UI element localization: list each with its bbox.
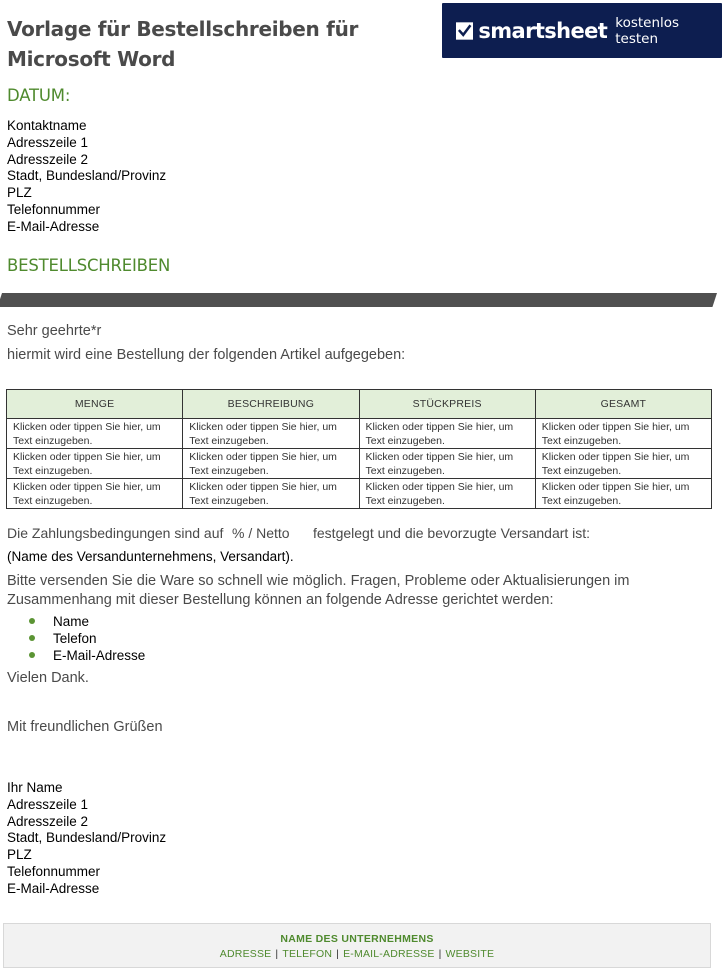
closing-text[interactable]: Mit freundlichen Grüßen xyxy=(7,719,163,735)
table-cell[interactable]: Klicken oder tippen Sie hier, um Text einzugeben. xyxy=(359,449,535,479)
sender-line[interactable]: Stadt, Bundesland/Provinz xyxy=(7,830,167,846)
recipient-line[interactable]: PLZ xyxy=(7,185,32,201)
recipient-line[interactable]: Telefonnummer xyxy=(7,201,101,217)
date-label: DATUM: xyxy=(7,86,71,105)
table-cell[interactable]: Klicken oder tippen Sie hier, um Text einzugeben. xyxy=(7,449,183,479)
table-row xyxy=(7,449,712,479)
footer-separator: | xyxy=(336,948,340,960)
section-title: BESTELLSCHREIBEN xyxy=(7,256,171,275)
recipient-line[interactable]: Adresszeile 1 xyxy=(7,134,89,150)
footer-separator: | xyxy=(438,948,442,960)
sender-line[interactable]: Adresszeile 1 xyxy=(7,796,89,812)
smartsheet-logo-icon xyxy=(456,22,473,40)
list-item[interactable] xyxy=(53,613,145,630)
table-cell[interactable]: Klicken oder tippen Sie hier, um Text einzugeben. xyxy=(183,449,359,479)
footer-email[interactable]: E-MAIL-ADRESSE xyxy=(343,948,435,960)
column-header-description: BESCHREIBUNG xyxy=(183,390,359,419)
list-item-label: Telefon xyxy=(53,631,97,647)
list-item[interactable] xyxy=(53,630,145,647)
footer-phone[interactable]: TELEFON xyxy=(282,948,333,960)
footer-separator: | xyxy=(275,948,279,960)
table-header-row xyxy=(7,390,712,419)
sender-line[interactable]: E-Mail-Adresse xyxy=(7,880,100,896)
recipient-line[interactable]: Kontaktname xyxy=(7,118,87,133)
banner-cta[interactable]: kostenlos testen xyxy=(615,14,680,47)
column-header-unit-price: STÜCKPREIS xyxy=(359,390,535,419)
bullet-icon xyxy=(29,652,35,658)
bullet-icon xyxy=(29,618,35,624)
page-footer xyxy=(3,923,711,968)
smartsheet-banner[interactable] xyxy=(442,3,722,58)
table-cell[interactable]: Klicken oder tippen Sie hier, um Text einzugeben. xyxy=(183,419,359,449)
list-item-label: E-Mail-Adresse xyxy=(53,648,146,664)
footer-company[interactable]: NAME DES UNTERNEHMENS xyxy=(280,933,434,945)
table-cell[interactable]: Klicken oder tippen Sie hier, um Text einzugeben. xyxy=(535,419,711,449)
shipping-method[interactable]: (Name des Versandunternehmens, Versandart). xyxy=(7,549,294,564)
footer-website[interactable]: WEBSITE xyxy=(445,948,495,960)
divider-bar xyxy=(0,293,717,307)
recipient-line[interactable]: E-Mail-Adresse xyxy=(7,218,100,234)
contact-list xyxy=(53,613,145,665)
table-cell[interactable]: Klicken oder tippen Sie hier, um Text einzugeben. xyxy=(7,419,183,449)
sender-line[interactable]: Telefonnummer xyxy=(7,863,101,879)
sender-address xyxy=(7,780,166,898)
page-title: Vorlage für Bestellschreiben für Microsoft Word xyxy=(7,17,359,71)
request-paragraph[interactable]: Bitte versenden Sie die Ware so schnell wie möglich. Fragen, Probleme oder Aktualisierungen im Zusammenhang mit dieser Bestellung können an folgende Adresse gerichtet werden: xyxy=(7,573,630,608)
table-row xyxy=(7,479,712,509)
table-row xyxy=(7,419,712,449)
column-header-total: GESAMT xyxy=(535,390,711,419)
order-table xyxy=(6,389,712,509)
table-cell[interactable]: Klicken oder tippen Sie hier, um Text einzugeben. xyxy=(359,419,535,449)
payment-percent-field[interactable]: % / Netto xyxy=(232,525,290,541)
payment-text-1: Die Zahlungsbedingungen sind auf xyxy=(7,525,224,541)
table-cell[interactable]: Klicken oder tippen Sie hier, um Text einzugeben. xyxy=(535,449,711,479)
recipient-line[interactable]: Stadt, Bundesland/Provinz xyxy=(7,168,167,184)
payment-text-2: festgelegt und die bevorzugte Versandart ist: xyxy=(313,525,591,541)
sender-line[interactable]: PLZ xyxy=(7,847,32,863)
thanks-text[interactable]: Vielen Dank. xyxy=(7,670,89,686)
list-item[interactable] xyxy=(53,647,145,664)
list-item-label: Name xyxy=(53,614,90,629)
footer-info xyxy=(4,948,710,960)
recipient-line[interactable]: Adresszeile 2 xyxy=(7,151,89,167)
intro-text[interactable]: hiermit wird eine Bestellung der folgenden Artikel aufgegeben: xyxy=(7,347,406,363)
table-cell[interactable]: Klicken oder tippen Sie hier, um Text einzugeben. xyxy=(359,479,535,509)
bullet-icon xyxy=(29,635,35,641)
recipient-address xyxy=(7,118,166,236)
greeting[interactable]: Sehr geehrte*r xyxy=(7,323,102,339)
sender-line[interactable]: Adresszeile 2 xyxy=(7,813,89,829)
column-header-quantity: MENGE xyxy=(7,390,183,419)
table-cell[interactable]: Klicken oder tippen Sie hier, um Text einzugeben. xyxy=(183,479,359,509)
sender-line[interactable]: Ihr Name xyxy=(7,780,63,795)
footer-address[interactable]: ADRESSE xyxy=(219,948,272,960)
table-cell[interactable]: Klicken oder tippen Sie hier, um Text einzugeben. xyxy=(535,479,711,509)
table-cell[interactable]: Klicken oder tippen Sie hier, um Text einzugeben. xyxy=(7,479,183,509)
banner-brand: smartsheet xyxy=(478,18,608,43)
